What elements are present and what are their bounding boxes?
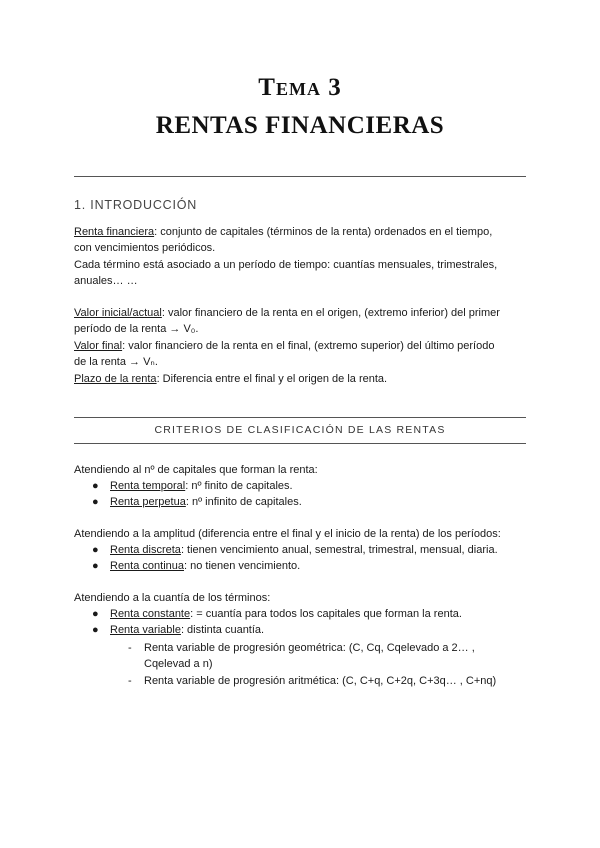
divider-top	[74, 417, 526, 418]
paragraph-terminos: Cada término está asociado a un período de tiempo: cuantías mensuales, trimestrales, anuales… …	[74, 259, 498, 287]
paragraph-valor-inicial: Valor inicial/actual: valor financiero de la renta en el origen, (extremo inferior) del primer período de la renta → V₀.	[74, 307, 500, 335]
sub-list-item-geometrica-cont: Cqelevad a n)	[144, 658, 213, 670]
term-plazo: Plazo de la renta	[74, 373, 157, 385]
dash-icon: -	[128, 675, 132, 687]
list-item: ● Renta perpetua: nº infinito de capitales.	[92, 496, 302, 508]
bullet-icon: ●	[92, 480, 99, 492]
paragraph-plazo: Plazo de la renta: Diferencia entre el final y el origen de la renta.	[74, 373, 388, 385]
title-line-2: RENTAS FINANCIERAS	[155, 112, 445, 139]
title-line-1: Tema 3	[258, 74, 342, 101]
dash-icon: -	[128, 642, 132, 654]
section-heading-introduccion: 1. INTRODUCCIÓN	[74, 198, 198, 212]
paragraph-valor-final: Valor final: valor financiero de la renta en el final, (extremo superior) del último período de la renta → Vₙ.	[74, 340, 495, 368]
list-item: ● Renta continua: no tienen vencimiento.	[92, 560, 301, 572]
group-intro-cuantia: Atendiendo a la cuantía de los términos:	[74, 592, 271, 604]
list-item: ● Renta temporal: nº finito de capitales.	[92, 480, 293, 492]
criteria-heading: CRITERIOS DE CLASIFICACIÓN DE LAS RENTAS	[154, 424, 446, 436]
bullet-icon: ●	[92, 560, 99, 572]
bullet-icon: ●	[92, 624, 99, 636]
term-renta-financiera: Renta financiera	[74, 226, 155, 238]
bullet-icon: ●	[92, 608, 99, 620]
list-item: ● Renta discreta: tienen vencimiento anual, semestral, trimestral, mensual, diaria.	[92, 544, 498, 556]
paragraph-renta-financiera: Renta financiera: conjunto de capitales (términos de la renta) ordenados en el tiempo, con vencimientos periódicos.	[74, 226, 493, 254]
list-item: ● Renta constante: = cuantía para todos los capitales que forman la renta.	[92, 608, 462, 620]
sub-list-item-aritmetica: - Renta variable de progresión aritmética: (C, C+q, C+2q, C+3q… , C+nq)	[128, 675, 497, 687]
list-item: ● Renta variable: distinta cuantía.	[92, 624, 265, 636]
sub-list-item-geometrica: - Renta variable de progresión geométrica: (C, Cq, Cqelevado a 2… ,	[128, 642, 475, 654]
divider-bottom	[74, 443, 526, 444]
term-valor-final: Valor final	[74, 340, 123, 352]
bullet-icon: ●	[92, 496, 99, 508]
group-intro-amplitud: Atendiendo a la amplitud (diferencia entre el final y el inicio de la renta) de los períodos:	[74, 528, 501, 540]
term-valor-inicial: Valor inicial/actual	[74, 307, 162, 319]
bullet-icon: ●	[92, 544, 99, 556]
divider	[74, 176, 526, 177]
group-intro-capitales: Atendiendo al nº de capitales que forman la renta:	[74, 464, 318, 476]
